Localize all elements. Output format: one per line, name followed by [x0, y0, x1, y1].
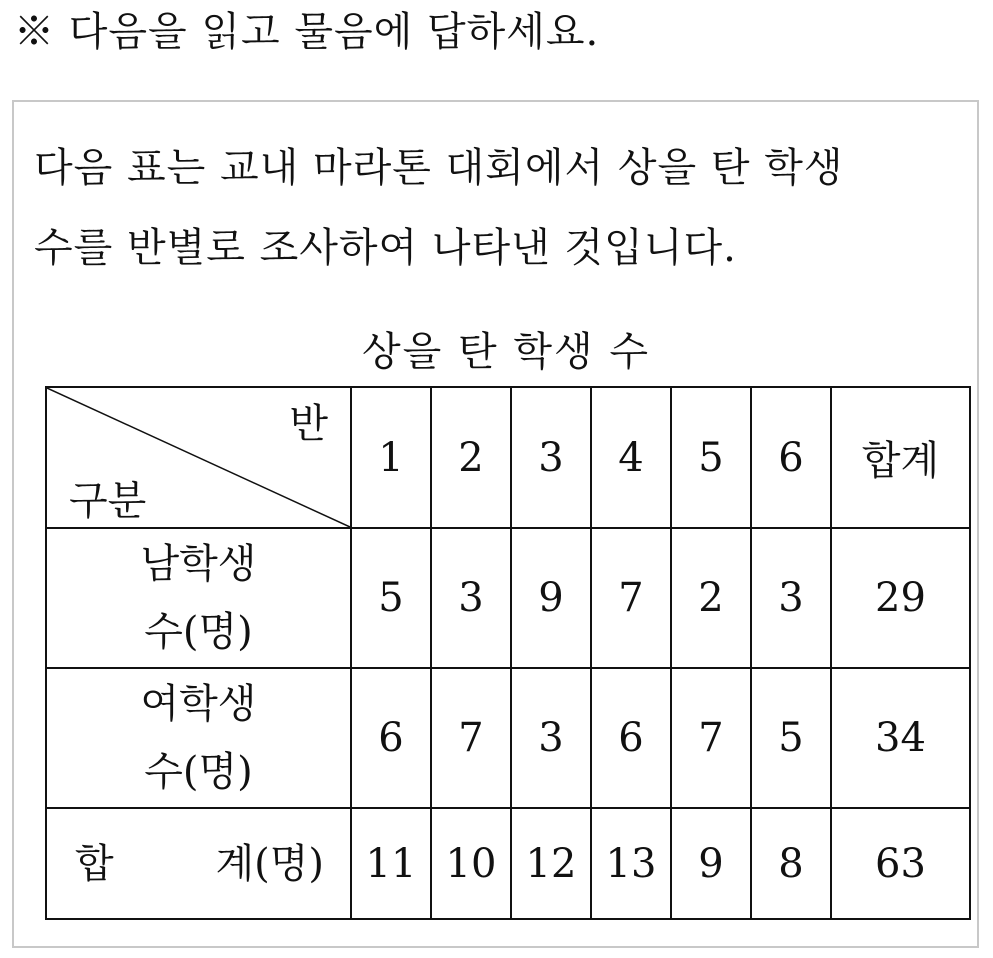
- cell-girls-4: 6: [591, 668, 671, 808]
- passage: [34, 128, 964, 288]
- cell-girls-2: 7: [431, 668, 511, 808]
- cell-sum-6: 8: [751, 808, 831, 919]
- cell-sum-total: 63: [831, 808, 970, 919]
- header-class-1: 1: [351, 387, 431, 528]
- row-label-boys: [46, 528, 351, 668]
- header-class-4: 4: [591, 387, 671, 528]
- cell-sum-1: 11: [351, 808, 431, 919]
- corner-category-label: 구분: [69, 478, 147, 524]
- cell-girls-total: 34: [831, 668, 970, 808]
- row-label-girls-line1: 여학생: [140, 681, 257, 727]
- header-class-6: 6: [751, 387, 831, 528]
- table-row-girls: [46, 668, 970, 808]
- row-label-boys-line2: 수(명): [144, 609, 253, 655]
- table-header-row: [46, 387, 970, 528]
- cell-boys-4: 7: [591, 528, 671, 668]
- header-class-3: 3: [511, 387, 591, 528]
- cell-girls-3: 3: [511, 668, 591, 808]
- cell-sum-2: 10: [431, 808, 511, 919]
- passage-line-2: 수를 반별로 조사하여 나타낸 것입니다.: [34, 225, 737, 271]
- cell-sum-5: 9: [671, 808, 751, 919]
- corner-cell: [46, 387, 351, 528]
- instruction-text: ※ 다음을 읽고 물음에 답하세요.: [14, 9, 600, 55]
- cell-boys-5: 2: [671, 528, 751, 668]
- award-table: [45, 386, 971, 920]
- row-label-boys-line1: 남학생: [140, 541, 257, 587]
- cell-sum-3: 12: [511, 808, 591, 919]
- row-label-sum: [46, 808, 351, 919]
- passage-line-1: 다음 표는 교내 마라톤 대회에서 상을 탄 학생: [34, 145, 844, 191]
- row-label-sum-right: 계(명): [215, 840, 324, 887]
- cell-girls-1: 6: [351, 668, 431, 808]
- header-class-5: 5: [671, 387, 751, 528]
- cell-girls-6: 5: [751, 668, 831, 808]
- cell-boys-total: 29: [831, 528, 970, 668]
- table-title: 상을 탄 학생 수: [362, 329, 650, 375]
- header-class-2: 2: [431, 387, 511, 528]
- cell-boys-3: 9: [511, 528, 591, 668]
- row-label-girls-line2: 수(명): [144, 749, 253, 795]
- cell-girls-5: 7: [671, 668, 751, 808]
- header-total: 합계: [831, 387, 970, 528]
- cell-boys-1: 5: [351, 528, 431, 668]
- table-row-sum: [46, 808, 970, 919]
- row-label-girls: [46, 668, 351, 808]
- cell-boys-6: 3: [751, 528, 831, 668]
- row-label-sum-left: 합: [75, 840, 114, 887]
- corner-class-label: 반: [289, 401, 328, 447]
- cell-sum-4: 13: [591, 808, 671, 919]
- table-row-boys: [46, 528, 970, 668]
- cell-boys-2: 3: [431, 528, 511, 668]
